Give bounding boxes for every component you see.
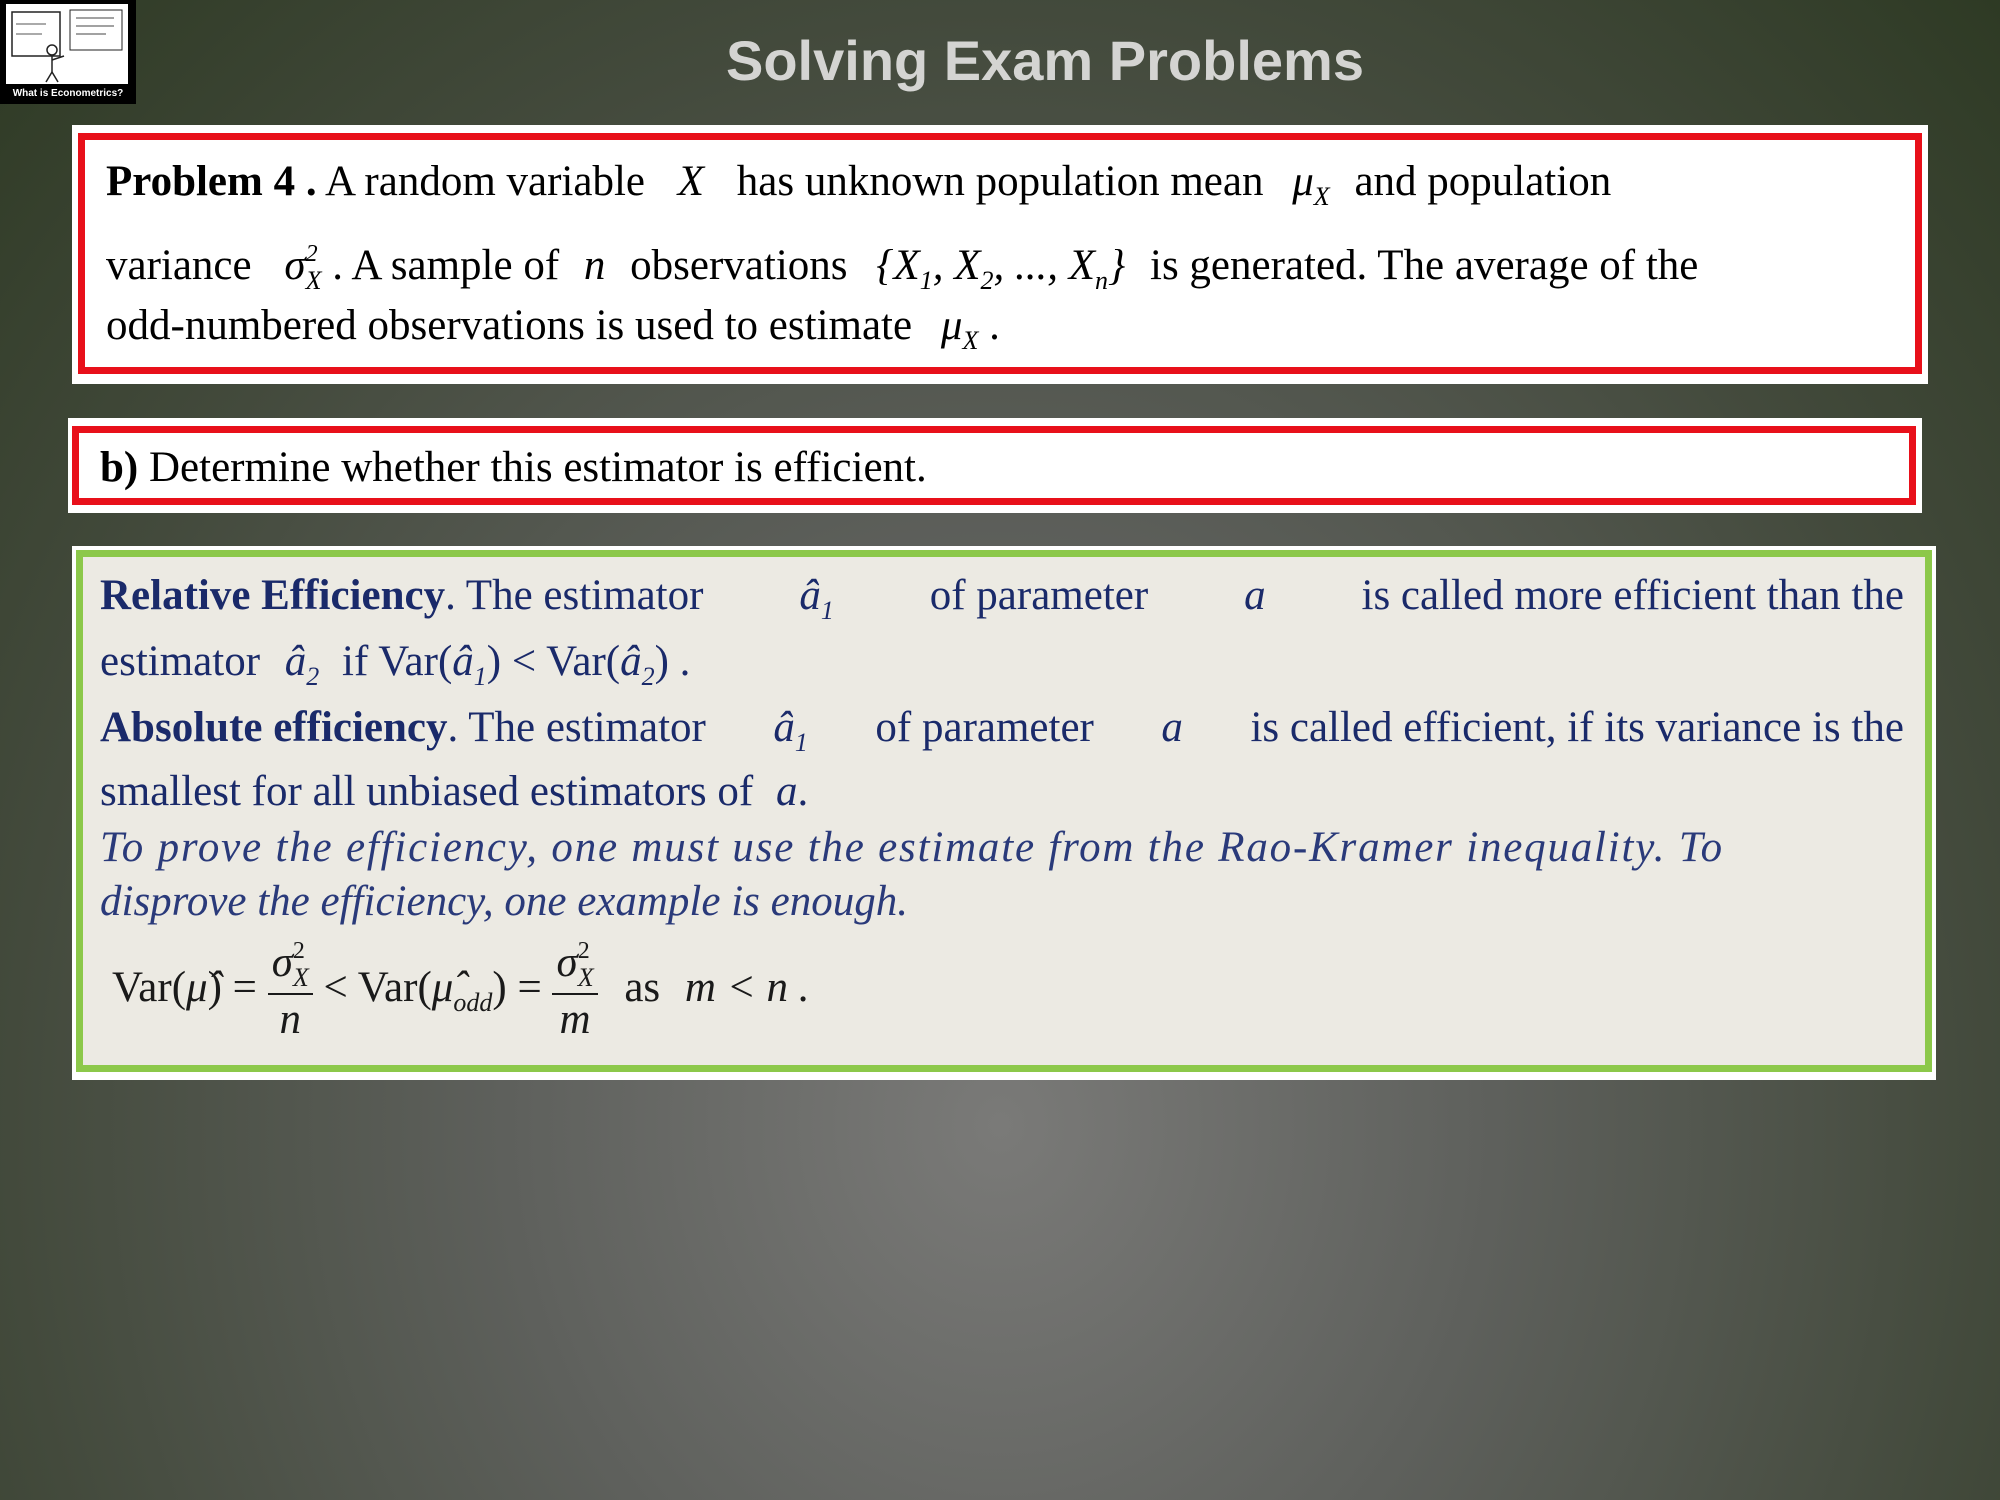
absolute-efficiency-label: Absolute efficiency bbox=[100, 704, 448, 751]
problem-text: observations bbox=[630, 242, 848, 289]
slide-title: Solving Exam Problems bbox=[726, 29, 1364, 92]
math-var: X bbox=[677, 158, 705, 205]
math-mu: $\mu_X$ bbox=[940, 302, 979, 355]
question-label: b) bbox=[100, 444, 139, 491]
problem-text: has unknown population mean bbox=[736, 158, 1264, 205]
fraction-n: $\frac{\sigma^2_X}{n}$ bbox=[268, 938, 313, 1044]
fraction-m: $\frac{\sigma^2_X}{m}$ bbox=[552, 938, 597, 1044]
problem-text: and population bbox=[1354, 158, 1612, 205]
math-a-hat: $â_1$ bbox=[799, 572, 834, 625]
question-b bbox=[100, 432, 927, 504]
relative-efficiency-label: Relative Efficiency bbox=[100, 572, 446, 619]
math-var: n bbox=[583, 242, 606, 289]
relative-efficiency-line-2: estimator $â_2$ if $Var(â_1)$ < $Var(â_2)$ . bbox=[100, 638, 691, 691]
absolute-efficiency-line-2: smallest for all unbiased estimators of a. bbox=[100, 768, 809, 815]
def-text: of parameter bbox=[929, 572, 1149, 619]
variance-formula: Var(μ̂) = $\frac{\sigma^2_X}{n}$ < $Var(\mû_{odd})$ = $\frac{\sigma^2_X}{m}$ as m < n . bbox=[112, 938, 810, 1043]
problem-text: . A sample of bbox=[332, 242, 560, 289]
absolute-efficiency-line-1: Absolute efficiency. The estimator $â_1$ of parameter a is called efficient, if its variance is the bbox=[100, 704, 1904, 757]
problem-text: variance bbox=[106, 242, 252, 289]
italic-note-line-2: disprove the efficiency, one example is enough. bbox=[100, 878, 908, 925]
math-sigma: $\sigma^2_X$ bbox=[284, 241, 322, 295]
math-mu: $\mu_X$ bbox=[1292, 158, 1330, 211]
italic-note-line-1: To prove the efficiency, one must use the estimate from the Rao-Kramer inequality. To bbox=[100, 824, 1724, 871]
problem-text: A random variable bbox=[324, 158, 645, 205]
question-text: Determine whether this estimator is efficient. bbox=[148, 444, 927, 491]
relative-efficiency-line-1: Relative Efficiency. The estimator $â_1$ of parameter a is called more efficient than the bbox=[100, 558, 1904, 649]
problem-text: . bbox=[989, 302, 1000, 349]
math-set: {$X_1$, $X_2$, ..., $X_n$} bbox=[876, 242, 1126, 295]
problem-text: odd-numbered observations is used to estimate bbox=[106, 302, 913, 349]
problem-text: is generated. The average of the bbox=[1150, 242, 1699, 289]
def-text: is called more efficient than the bbox=[1361, 572, 1904, 619]
problem-label: Problem 4 . bbox=[106, 158, 317, 205]
math-a: a bbox=[1244, 572, 1266, 619]
problem-line-3 bbox=[106, 290, 1000, 377]
logo-caption: What is Econometrics? bbox=[12, 88, 124, 99]
